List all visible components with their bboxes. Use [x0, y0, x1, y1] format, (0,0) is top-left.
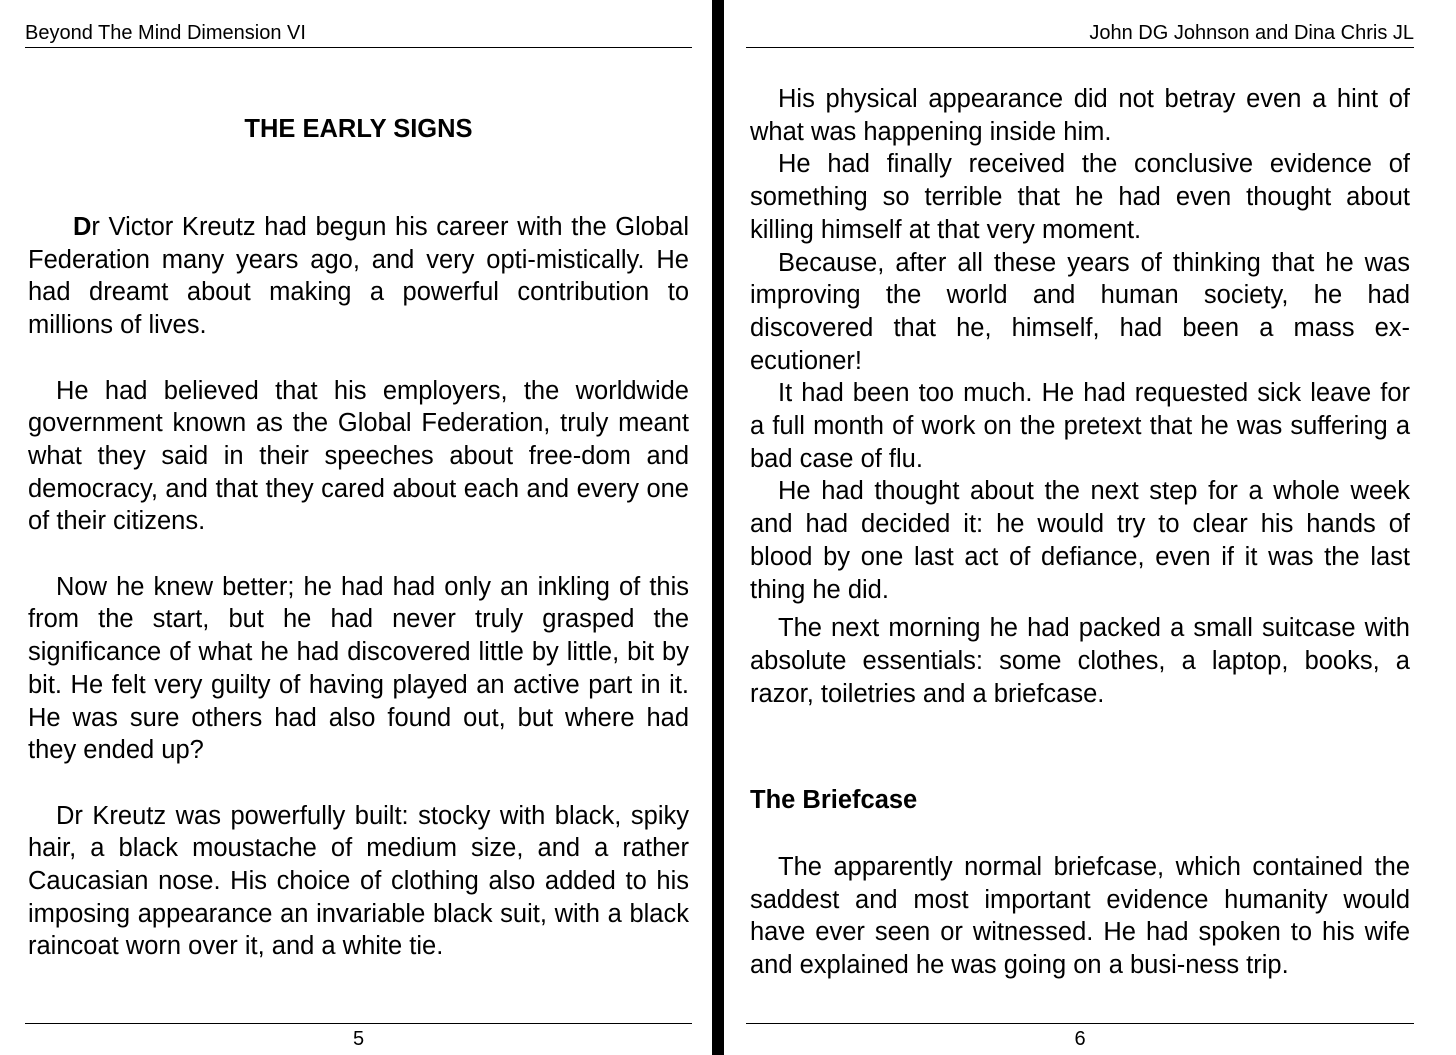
chapter-title: THE EARLY SIGNS — [244, 115, 473, 143]
running-header-right: John DG Johnson and Dina Chris JL — [746, 20, 1414, 48]
paragraph: It had been too much. He had requested sick leave for a full month of work on the pretext that he was suffering a bad case of flu. — [750, 379, 1410, 473]
paragraph: The next morning he had packed a small suitcase with absolute essentials: some clothes, a laptop, books, a razor, toiletries and a briefcase. — [750, 614, 1410, 708]
paragraph: He had thought about the next step for a whole week and had decided it: he would try to clear his hands of blood by one last act of defiance, even if it was the last thing he did. — [750, 477, 1410, 604]
opening-paragraph — [28, 211, 689, 342]
page-number: 5 — [352, 1028, 365, 1050]
section-title: The Briefcase — [750, 786, 918, 815]
footer-rule — [25, 1023, 692, 1024]
initial-letter: D — [73, 213, 92, 241]
paragraph: His physical appearance did not betray even a hint of what was happening inside him. — [750, 85, 1410, 146]
right-body-text — [750, 83, 1410, 982]
paragraph: The apparently normal briefcase, which contained the saddest and most important evidence humanity would have ever seen or witnessed. He had spoken to his wife and explained he was going on a busi-ness trip. — [750, 853, 1410, 980]
right-page — [724, 0, 1456, 1055]
paragraph: He had finally received the conclusive evidence of something so terrible that he had even thought about killing himself at that very moment. — [750, 150, 1410, 244]
paragraph: Dr Kreutz was powerfully built: stocky with black, spiky hair, a black moustache of medium size, and a rather Caucasian nose. His choice of clothing also added to his imposing appearance an invariable black suit, with a black raincoat worn over it, and a white tie. — [28, 801, 689, 961]
paragraph: Now he knew better; he had had only an inkling of this from the start, but he had never truly grasped the significance of what he had discovered little by little, bit by bit. He felt very guilty of having played an active part in it. He was sure others had also found out, but where had they ended up? — [28, 572, 689, 765]
book-spine-divider — [712, 0, 724, 1055]
paragraph: He had believed that his employers, the worldwide government known as the Global Federation, truly meant what they said in their speeches about free-dom and democracy, and that they cared about each and every one of their citizens. — [28, 376, 689, 536]
opening-paragraph-text: r Victor Kreutz had begun his career with the Global Federation many years ago, and very opti-mistically. He had dreamt about making a powerful contribution to millions of lives. — [28, 213, 689, 340]
left-body-text — [28, 211, 689, 963]
left-page — [0, 0, 712, 1055]
page-number: 6 — [1074, 1028, 1086, 1050]
running-header-left: Beyond The Mind Dimension VI — [25, 20, 692, 48]
paragraph: Because, after all these years of thinking that he was improving the world and human society, he had discovered that he, himself, had been a mass ex-ecutioner! — [750, 248, 1410, 375]
footer-rule — [746, 1023, 1414, 1024]
